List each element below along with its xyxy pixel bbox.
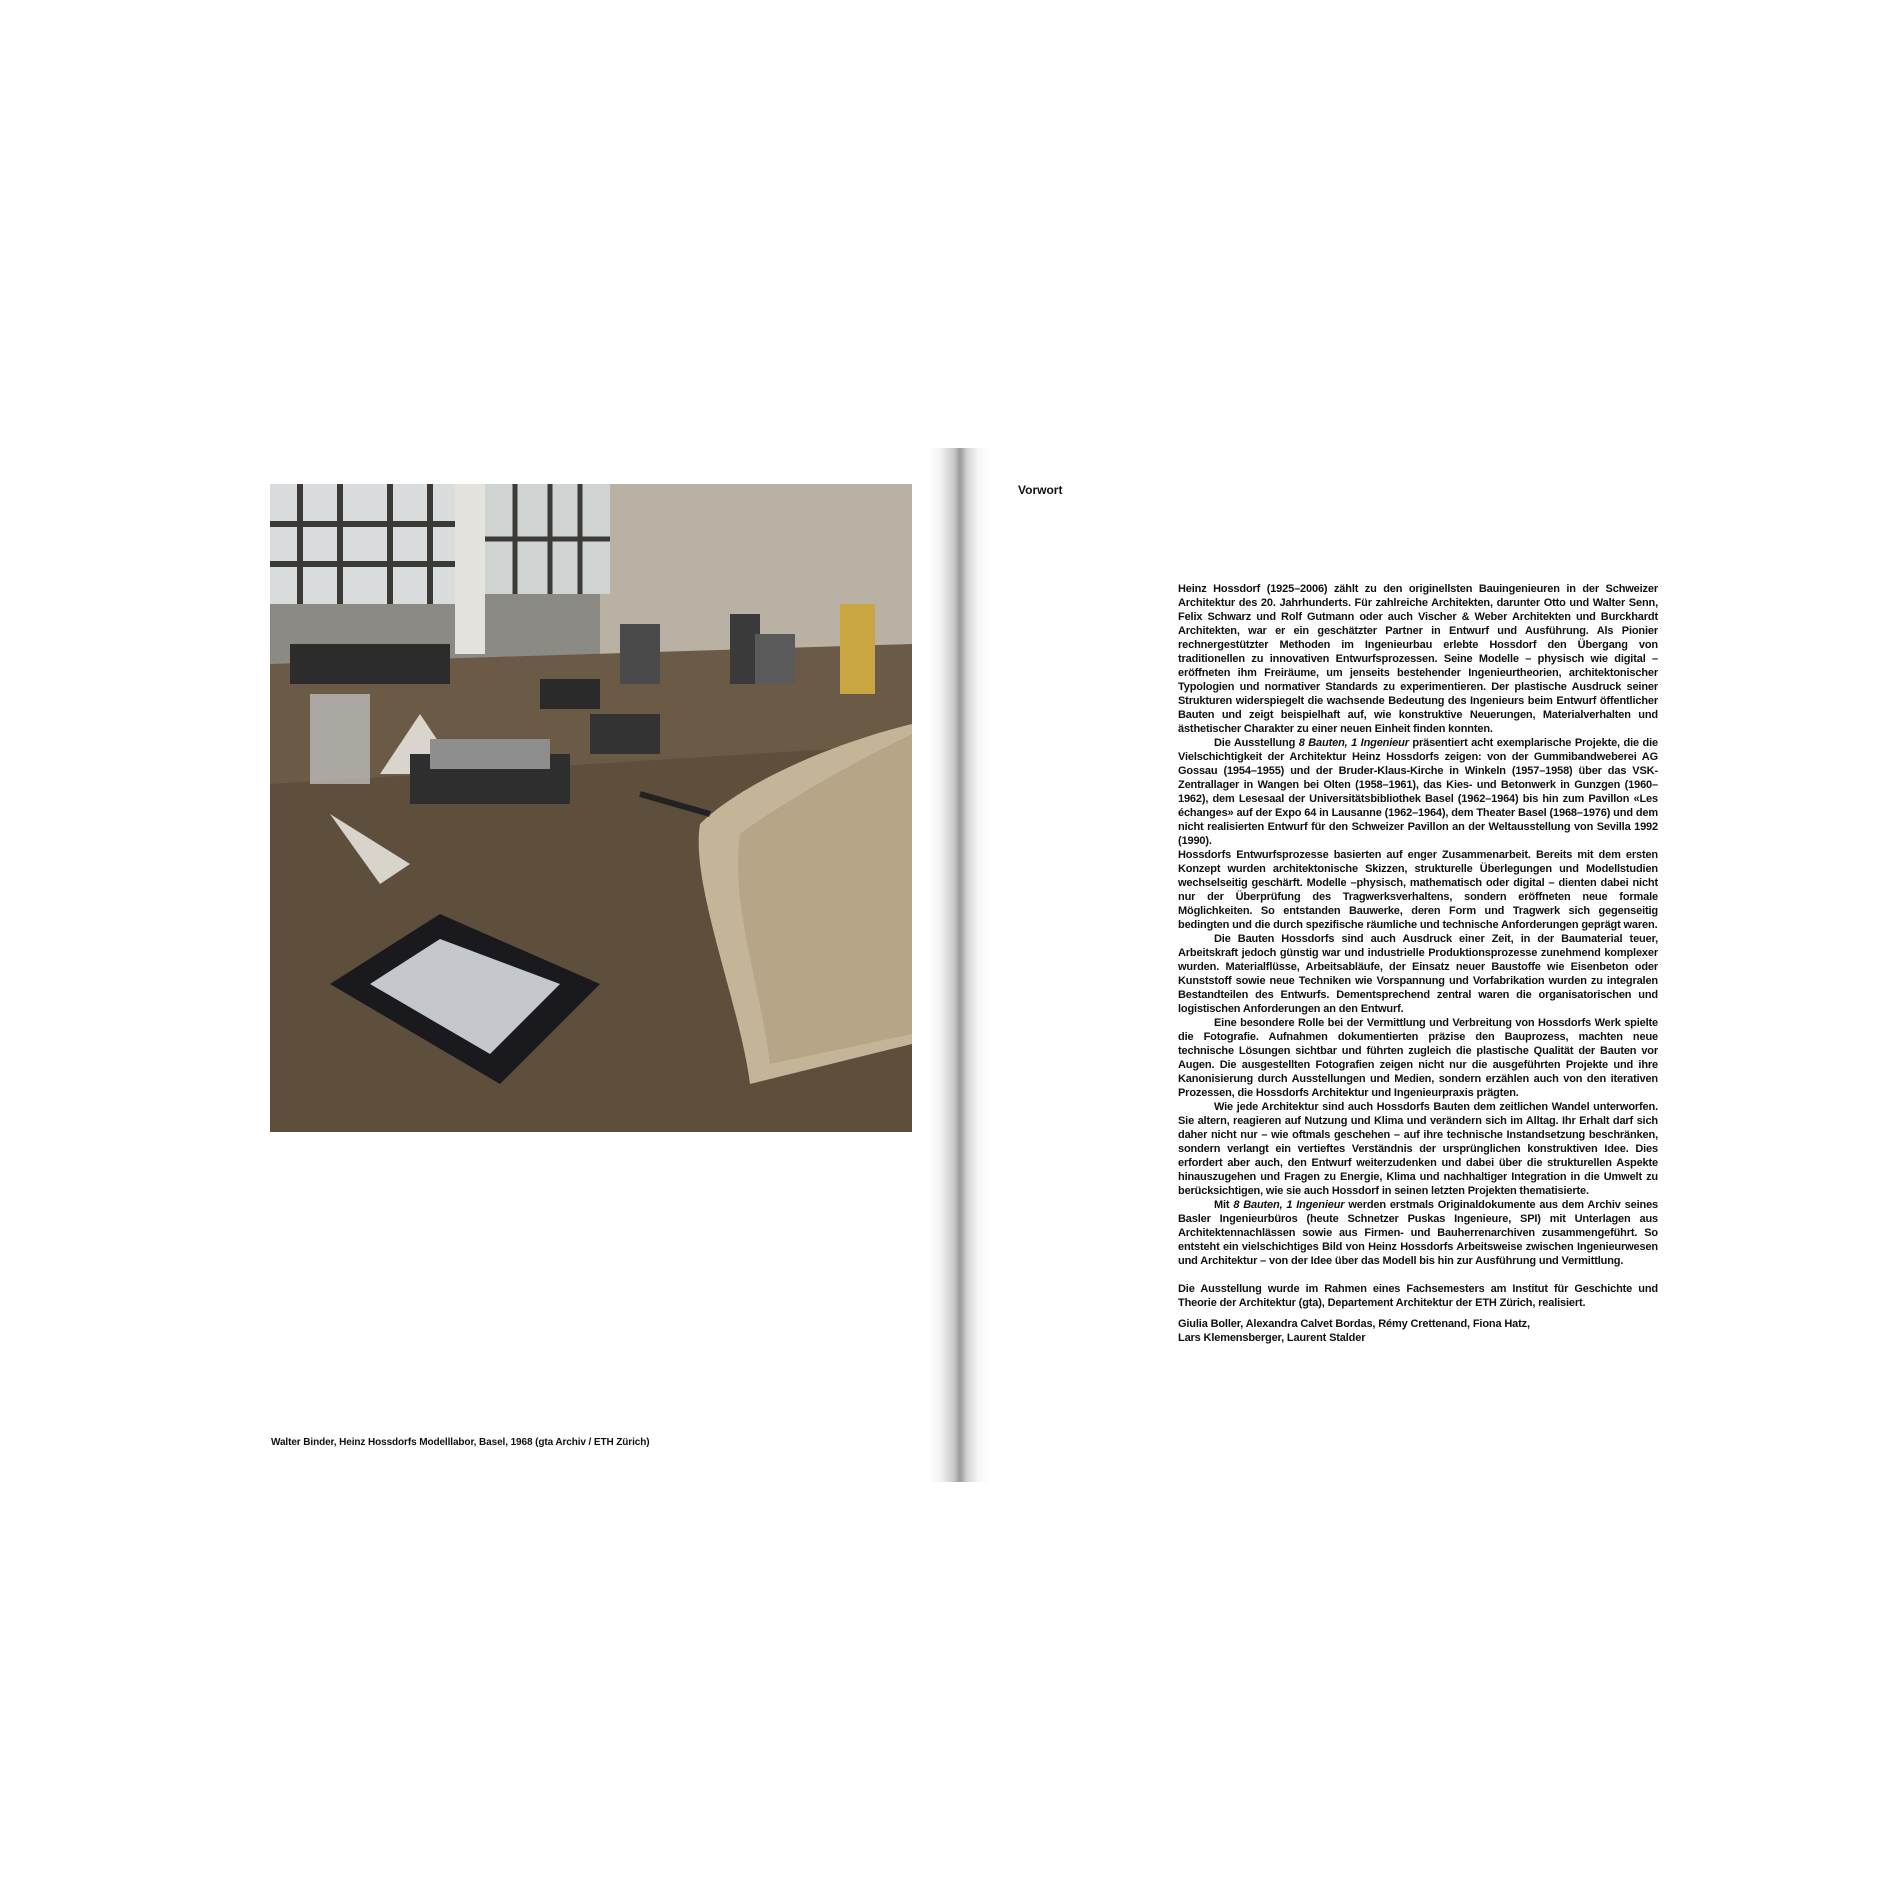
- exhibition-title-2: 8 Bauten, 1 Ingenieur: [1233, 1199, 1345, 1211]
- book-gutter-shadow: [930, 448, 990, 1482]
- exhibition-title: 8 Bauten, 1 Ingenieur: [1298, 737, 1409, 749]
- credits-line-2: Lars Klemensberger, Laurent Stalder: [1178, 1332, 1366, 1344]
- paragraph-intro: Heinz Hossdorf (1925–2006) zählt zu den originellsten Bauingenieuren in der Schweizer Architektur des 20. Jahrhunderts. Für zahlreiche Architekten, darunter Otto und Walter Senn, Felix Schwarz und Rolf Gutmann oder auch Vischer & Weber Architekten und Burckhardt Architekten, war er ein geschätzter Partner in Entwurf und Ausführung. Als Pionier rechnergestützter Methoden im Ingenieurbau erlebte Hossdorf den Übergang von traditionellen zu innovativen Entwurfsprozessen. Seine Modelle – physisch wie digital – eröffneten ihm Freiräume, um jenseits bestehender Ingenieurtheorien, architektonischer Typologien und normativer Standards zu experimentieren. Der plastische Ausdruck seiner Strukturen widerspiegelt die wachsende Bedeutung des Ingenieurs beim Entwurf öffentlicher Bauten und zeigt beispielhaft auf, wie konstruktive Neuerungen, Materialverhalten und ästhetischer Charakter zu einer neuen Einheit finden konnten.: [1178, 583, 1658, 735]
- paragraph-acknowledgement: Die Ausstellung wurde im Rahmen eines Fachsemesters am Institut für Geschichte und Theorie der Architektur (gta), Departement Architektur der ETH Zürich, realisiert.: [1178, 1283, 1658, 1309]
- spacer: [1178, 1268, 1658, 1282]
- paragraph-era: Die Bauten Hossdorfs sind auch Ausdruck einer Zeit, in der Baumaterial teuer, Arbeitskraft jedoch günstig war und industrielle Produktionsprozesse zunehmend komplexer wurden. Materialflüsse, Arbeitsabläufe, der Einsatz neuer Baustoffe wie Eisenbeton oder Kunststoff sowie neue Techniken wie Vorspannung und Vorfabrikation wurden zu integralen Bestandteilen des Entwurfs. Dementsprechend zentral waren die organisatorischen und logistischen Anforderungen an den Entwurf.: [1178, 933, 1658, 1015]
- model-laboratory-photo: [270, 484, 912, 1132]
- paragraph-exhibition-rest: präsentiert acht exemplarische Projekte, die die Vielschichtigkeit der Architektur Heinz Hossdorfs zeigen: von der Gummibandweberei AG Gossau (1954–1955) und der Bruder-Klaus-Kirche in Winkeln (1957–1958) über das VSK- Zentrallager in Wangen bei Olten (1958–1961), das Kies- und Betonwerk in Gunzgen (1960–1962), dem Lesesaal der Universitätsbibliothek Basel (1962–1964) bis hin zum Pavillon «Les échanges» auf der Expo 64 in Lausanne (1962–1964), dem Theater Basel (1968–1976) und dem nicht realisierten Entwurf für den Schweizer Pavillon an der Weltausstellung von Sevilla 1992 (1990).: [1178, 737, 1658, 847]
- paragraph-design-process: Hossdorfs Entwurfsprozesse basierten auf enger Zusammenarbeit. Bereits mit dem ersten Konzept wurden architektonische Skizzen, strukturelle Überlegungen und Modellstudien wechselseitig geschärft. Modelle –physisch, mathematisch oder digital – dienten dabei nicht nur der Überprüfung des Tragwerksverhaltens, sondern eröffneten neue formale Möglichkeiten. So entstanden Bauwerke, deren Form und Tragwerk sich gegenseitig bedingten und die durch spezifische räumliche und technische Anforderungen geprägt waren.: [1178, 849, 1658, 931]
- spacer-small: [1178, 1310, 1658, 1317]
- credits-line-1: Giulia Boller, Alexandra Calvet Bordas, Rémy Crettenand, Fiona Hatz,: [1178, 1318, 1530, 1330]
- page-heading: Vorwort: [1018, 483, 1063, 497]
- paragraph-change: Wie jede Architektur sind auch Hossdorfs Bauten dem zeitlichen Wandel unterworfen. Sie altern, reagieren auf Nutzung und Klima und verändern sich im Alltag. Ihr Erhalt darf sich daher nicht nur – wie oftmals geschehen – auf ihre technische Instandsetzung beschränken, sondern verlangt ein vertieftes Verständnis der ursprünglichen konstruktiven Idee. Dies erfordert aber auch, den Entwurf weiterzudenken und dabei über die strukturellen Aspekte hinauszugehen und Fragen zu Energie, Klima und nachhaltiger Integration in die Umwelt zu berücksichtigen, wie sie auch Hossdorf in seinen letzten Projekten thematisierte.: [1178, 1101, 1658, 1197]
- photo-illustration: [270, 484, 912, 1132]
- photo-caption: Walter Binder, Heinz Hossdorfs Modelllabor, Basel, 1968 (gta Archiv / ETH Zürich): [271, 1437, 650, 1448]
- paragraph-documents: [1178, 1198, 1658, 1268]
- paragraph-documents-rest: werden erstmals Originaldokumente aus dem Archiv seines Basler Ingenieurbüros (heute Schnetzer Puskas Ingenieure, SPI) mit Unterlagen aus Architektennachlässen sowie aus Firmen- und Bauherrenarchiven zusammengeführt. So entsteht ein vielschichtiges Bild von Heinz Hossdorfs Arbeitsweise zwischen Ingenieurwesen und Architektur – von der Idee über das Modell bis hin zur Ausführung und Vermittlung.: [1178, 1199, 1658, 1267]
- paragraph-photography: Eine besondere Rolle bei der Vermittlung und Verbreitung von Hossdorfs Werk spielte die Fotografie. Aufnahmen dokumentierten präzise den Bauprozess, machten neue technische Lösungen sichtbar und führten zugleich die plastische Qualität der Bauten vor Augen. Die ausgestellten Fotografien zeigen nicht nur die ausgeführten Projekte und ihre Kanonisierung durch Ausstellungen und Medien, sondern erzählen auch von den iterativen Prozessen, die Hossdorfs Architektur und Ingenieurpraxis prägten.: [1178, 1017, 1658, 1099]
- paragraph-documents-lead: Mit: [1214, 1199, 1234, 1211]
- paragraph-exhibition: [1178, 736, 1658, 848]
- foreword-text: [1178, 582, 1658, 1345]
- paragraph-exhibition-lead: Die Ausstellung: [1214, 737, 1299, 749]
